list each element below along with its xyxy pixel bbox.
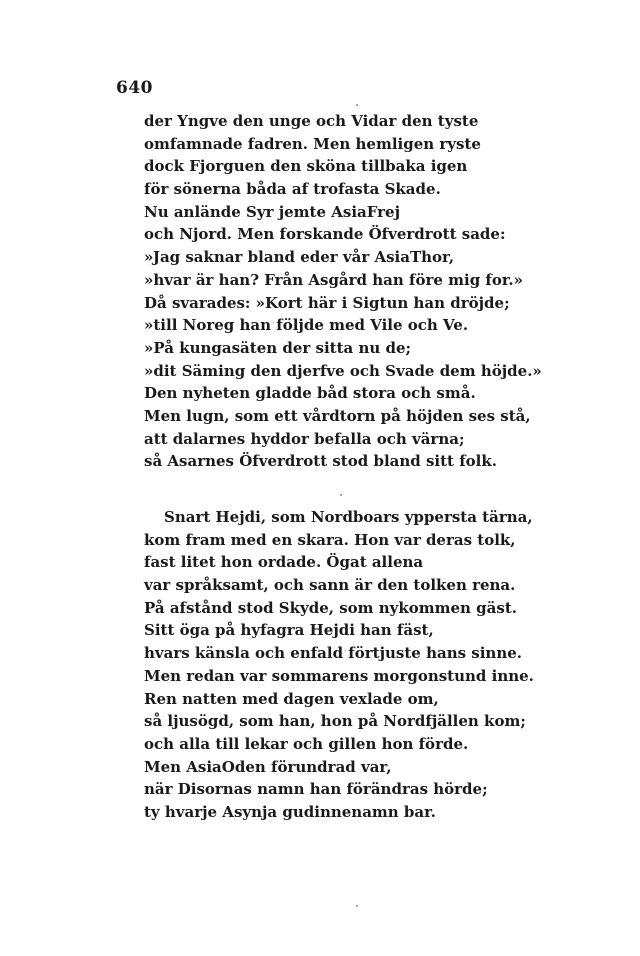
verse-line: fast litet hon ordade. Ögat allena bbox=[144, 553, 424, 572]
verse-line: kom fram med en skara. Hon var deras tolk, bbox=[144, 530, 516, 549]
print-speck bbox=[356, 104, 358, 106]
verse-line: »På kungasäten der sitta nu de; bbox=[144, 338, 412, 357]
verse-line: att dalarnes hyddor befalla och värna; bbox=[144, 429, 465, 448]
verse-line: så Asarnes Öfverdrott stod bland sitt folk. bbox=[144, 452, 497, 471]
verse-line: »Jag saknar bland eder vår AsiaThor, bbox=[144, 248, 455, 267]
verse-line: Men lugn, som ett vårdtorn på höjden ses stå, bbox=[144, 406, 531, 425]
verse-line: omfamnade fadren. Men hemligen ryste bbox=[144, 134, 481, 153]
print-speck bbox=[340, 494, 342, 496]
verse-line: så ljusögd, som han, hon på Nordfjällen kom; bbox=[144, 712, 526, 731]
verse-line: »till Noreg han följde med Vile och Ve. bbox=[144, 316, 469, 335]
verse-line: Snart Hejdi, som Nordboars yppersta tärna, bbox=[164, 508, 533, 526]
verse-line: för sönerna båda af trofasta Skade. bbox=[144, 180, 441, 199]
verse-line: Men redan var sommarens morgonstund inne. bbox=[144, 666, 534, 685]
stanza bbox=[144, 506, 534, 824]
verse-line: Ren natten med dagen vexlade om, bbox=[144, 689, 439, 708]
verse-line: och Njord. Men forskande Öfverdrott sade: bbox=[144, 225, 506, 244]
verse-line: och alla till lekar och gillen hon förde. bbox=[144, 734, 469, 753]
verse-line: Nu anlände Syr jemte AsiaFrej bbox=[144, 202, 401, 221]
verse-line: ty hvarje Asynja gudinnenamn bar. bbox=[144, 802, 436, 821]
verse-line: På afstånd stod Skyde, som nykommen gäst. bbox=[144, 598, 517, 617]
stanza bbox=[144, 110, 542, 473]
verse-line: Men AsiaOden förundrad var, bbox=[144, 757, 392, 776]
verse-line: när Disornas namn han förändras hörde; bbox=[144, 780, 488, 799]
verse-line: »dit Säming den djerfve och Svade dem höjde.» bbox=[144, 361, 542, 380]
verse-line: der Yngve den unge och Vidar den tyste bbox=[144, 112, 479, 130]
verse-line: Den nyheten gladde båd stora och små. bbox=[144, 384, 476, 403]
verse-line: hvars känsla och enfald förtjuste hans sinne. bbox=[144, 644, 522, 663]
verse-line: Sitt öga på hyfagra Hejdi han fäst, bbox=[144, 621, 434, 640]
verse-line: Då svarades: »Kort här i Sigtun han dröjde; bbox=[144, 293, 510, 312]
print-speck bbox=[356, 905, 358, 907]
verse-line: »hvar är han? Från Asgård han före mig for.» bbox=[144, 270, 524, 289]
page-number: 640 bbox=[116, 78, 153, 98]
verse-line: var språksamt, och sann är den tolken rena. bbox=[144, 576, 516, 595]
verse-line: dock Fjorguen den sköna tillbaka igen bbox=[144, 157, 468, 176]
